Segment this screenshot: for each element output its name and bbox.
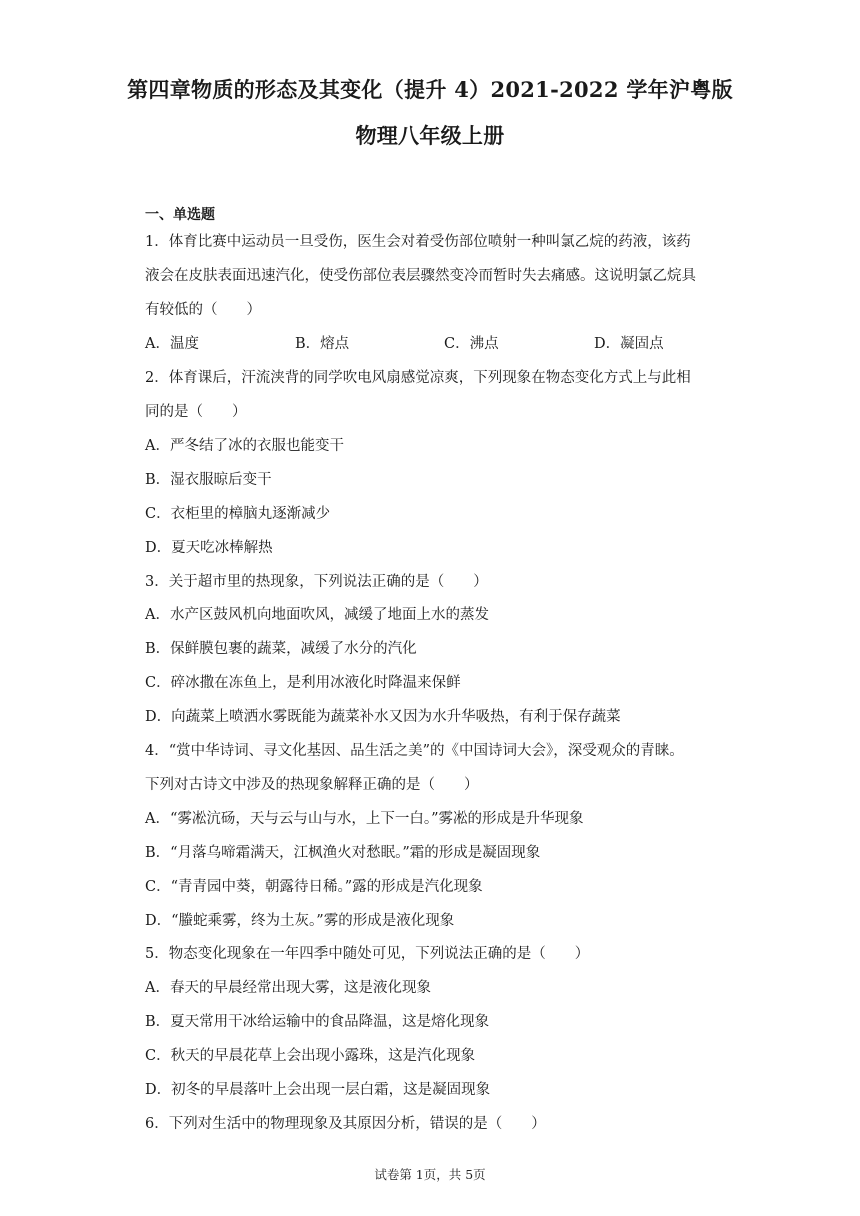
question-2-option-a: A．严冬结了冰的衣服也能变干 [145, 438, 344, 454]
question-1-option-d: D．凝固点 [594, 336, 664, 352]
question-1-text-line: 液会在皮肤表面迅速汽化，使受伤部位表层骤然变冷而暂时失去痛感。这说明氯乙烷具 [145, 268, 696, 284]
question-5-option-c: C．秋天的早晨花草上会出现小露珠，这是汽化现象 [145, 1048, 476, 1064]
question-5-text-line: 5．物态变化现象在一年四季中随处可见，下列说法正确的是（ ） [145, 946, 590, 962]
question-2-option-c: C．衣柜里的樟脑丸逐渐减少 [145, 506, 331, 522]
question-4-text-line: 下列对古诗文中涉及的热现象解释正确的是（ ） [145, 777, 479, 793]
question-3-option-d: D．向蔬菜上喷洒水雾既能为蔬菜补水又因为水升华吸热，有利于保存蔬菜 [145, 709, 621, 725]
section-heading: 一、单选题 [145, 207, 215, 223]
question-2-text-line: 2．体育课后，汗流浃背的同学吹电风扇感觉凉爽，下列现象在物态变化方式上与此相 [145, 370, 691, 386]
question-5-option-a: A．春天的早晨经常出现大雾，这是液化现象 [145, 980, 431, 996]
question-4-text-line: 4．“赏中华诗词、寻文化基因、品生活之美”的《中国诗词大会》，深受观众的青睐。 [145, 743, 684, 759]
question-3-option-a: A．水产区鼓风机向地面吹风，减缓了地面上水的蒸发 [145, 607, 489, 623]
question-4-option-a: A．“雾凇沆砀，天与云与山与水，上下一白。”雾凇的形成是升华现象 [145, 811, 584, 827]
question-4-option-d: D．“螣蛇乘雾，终为土灰。”雾的形成是液化现象 [145, 913, 455, 929]
question-5-option-d: D．初冬的早晨落叶上会出现一层白霜，这是凝固现象 [145, 1082, 491, 1098]
question-1-option-a: A．温度 [145, 336, 199, 352]
question-2-option-d: D．夏天吃冰棒解热 [145, 540, 273, 556]
question-1-option-b: B．熔点 [295, 336, 350, 352]
question-4-option-c: C．“青青园中葵，朝露待日稀。”露的形成是汽化现象 [145, 879, 483, 895]
page-footer: 试卷第 1页，共 5页 [374, 1167, 486, 1182]
question-1-text-line: 1．体育比赛中运动员一旦受伤，医生会对着受伤部位喷射一种叫氯乙烷的药液，该药 [145, 234, 691, 250]
question-2-text-line: 同的是（ ） [145, 404, 247, 420]
question-1-text-line: 有较低的（ ） [145, 302, 261, 318]
question-3-option-b: B．保鲜膜包裹的蔬菜，减缓了水分的汽化 [145, 641, 417, 657]
question-3-option-c: C．碎冰撒在冻鱼上，是利用冰液化时降温来保鲜 [145, 675, 461, 691]
question-3-text-line: 3．关于超市里的热现象，下列说法正确的是（ ） [145, 574, 488, 590]
exam-title-line-2: 物理八年级上册 [355, 123, 505, 148]
question-5-option-b: B．夏天常用干冰给运输中的食品降温，这是熔化现象 [145, 1014, 490, 1030]
question-2-option-b: B．湿衣服晾后变干 [145, 472, 272, 488]
question-6-text-line: 6．下列对生活中的物理现象及其原因分析，错误的是（ ） [145, 1116, 546, 1132]
exam-title-line-1: 第四章物质的形态及其变化（提升 4）2021-2022 学年沪粤版 [127, 77, 733, 102]
question-1-option-c: C．沸点 [444, 336, 499, 352]
question-4-option-b: B．“月落乌啼霜满天，江枫渔火对愁眠。”霜的形成是凝固现象 [145, 845, 541, 861]
